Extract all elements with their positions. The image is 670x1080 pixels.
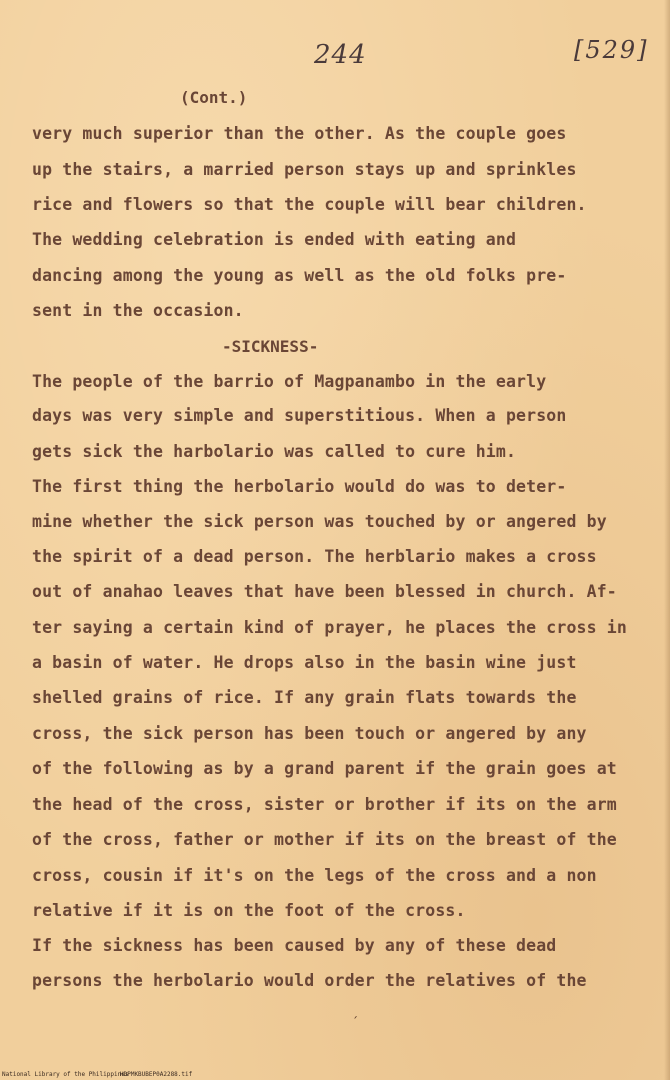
text-line-2: up the stairs, a married person stays up and sprinkles [32,160,577,179]
text-line-13: out of anahao leaves that have been blessed in church. Af- [32,582,617,601]
archive-number: [529] [574,36,649,64]
text-line-5: dancing among the young as well as the old folks pre- [32,266,567,285]
text-line-8: days was very simple and superstitious. When a person [32,406,567,425]
continued-label: (Cont.) [180,88,248,107]
text-line-10: The first thing the herbolario would do was to deter- [32,477,567,496]
text-line-16: shelled grains of rice. If any grain flats towards the [32,688,577,707]
text-line-17: cross, the sick person has been touch or angered by any [32,724,587,743]
library-credit: National Library of the Philippines [2,1071,129,1078]
text-line-24: persons the herbolario would order the relatives of the [32,971,587,990]
page-edge-shadow [664,0,670,1080]
page-number: 244 [314,40,367,70]
text-line-6: sent in the occasion. [32,301,244,320]
text-line-11: mine whether the sick person was touched by or angered by [32,512,607,531]
text-line-4: The wedding celebration is ended with eating and [32,230,517,249]
text-line-1: very much superior than the other. As the couple goes [32,124,567,143]
text-line-22: relative if it is on the foot of the cross. [32,901,466,920]
text-line-12: the spirit of a dead person. The herblario makes a cross [32,547,597,566]
text-line-3: rice and flowers so that the couple will bear children. [32,195,587,214]
file-identifier: HDPMKBUBEP0A2288.tif [120,1071,193,1078]
text-line-18: of the following as by a grand parent if the grain goes at [32,759,617,778]
section-heading-sickness: -SICKNESS- [222,337,319,356]
text-line-7: The people of the barrio of Magpanambo in the early [32,372,547,391]
text-line-23: If the sickness has been caused by any of these dead [32,936,557,955]
scan-footer [0,1068,670,1080]
text-line-9: gets sick the harbolario was called to cure him. [32,442,517,461]
text-line-21: cross, cousin if it's on the legs of the cross and a non [32,866,597,885]
text-line-15: a basin of water. He drops also in the basin wine just [32,653,577,672]
text-line-19: the head of the cross, sister or brother if its on the arm [32,795,617,814]
text-line-14: ter saying a certain kind of prayer, he places the cross in [32,618,627,637]
text-line-20: of the cross, father or mother if its on the breast of the [32,830,617,849]
ink-mark: ˏ [352,1004,360,1018]
